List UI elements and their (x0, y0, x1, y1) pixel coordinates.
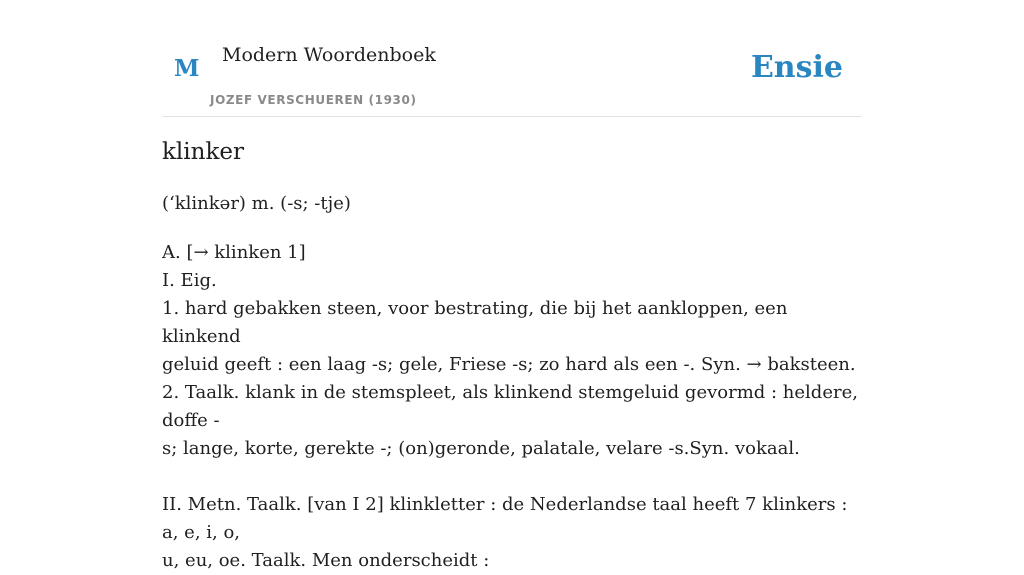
dictionary-logo-icon[interactable]: M (174, 55, 200, 82)
definition-line: 2. Taalk. klank in de stemspleet, als klinkend stemgeluid gevormd : heldere, doffe - (162, 382, 858, 431)
definition-line: s; lange, korte, gerekte -; (on)geronde, palatale, velare -s.Syn. vokaal. (162, 438, 800, 459)
definition-line: II. Metn. Taalk. [van I 2] klinkletter : de Nederlandse taal heeft 7 klinkers : a, e, i, o, (162, 494, 848, 543)
dictionary-author: JOZEF VERSCHUEREN (1930) (210, 93, 417, 107)
entry-definition (162, 239, 862, 575)
definition-line: geluid geeft : een laag -s; gele, Friese -s; zo hard als een -. Syn. → baksteen. (162, 354, 856, 375)
definition-line: 1. hard gebakken steen, voor bestrating, die bij het aankloppen, een klinkend (162, 298, 788, 347)
ensie-logo-link[interactable]: Ensie (750, 50, 843, 85)
definition-line: I. Eig. (162, 270, 217, 291)
paragraph-gap (162, 463, 862, 491)
definition-line: A. [→ klinken 1] (162, 242, 306, 263)
definition-line: u, eu, oe. Taalk. Men onderscheidt : (162, 550, 490, 571)
entry-headword: klinker (162, 139, 245, 165)
entry-pronunciation: (ʻklinkər) m. (-s; -tje) (162, 193, 351, 214)
page (162, 0, 862, 571)
dictionary-title-link[interactable]: Modern Woordenboek (222, 44, 436, 66)
dictionary-header (162, 0, 862, 117)
